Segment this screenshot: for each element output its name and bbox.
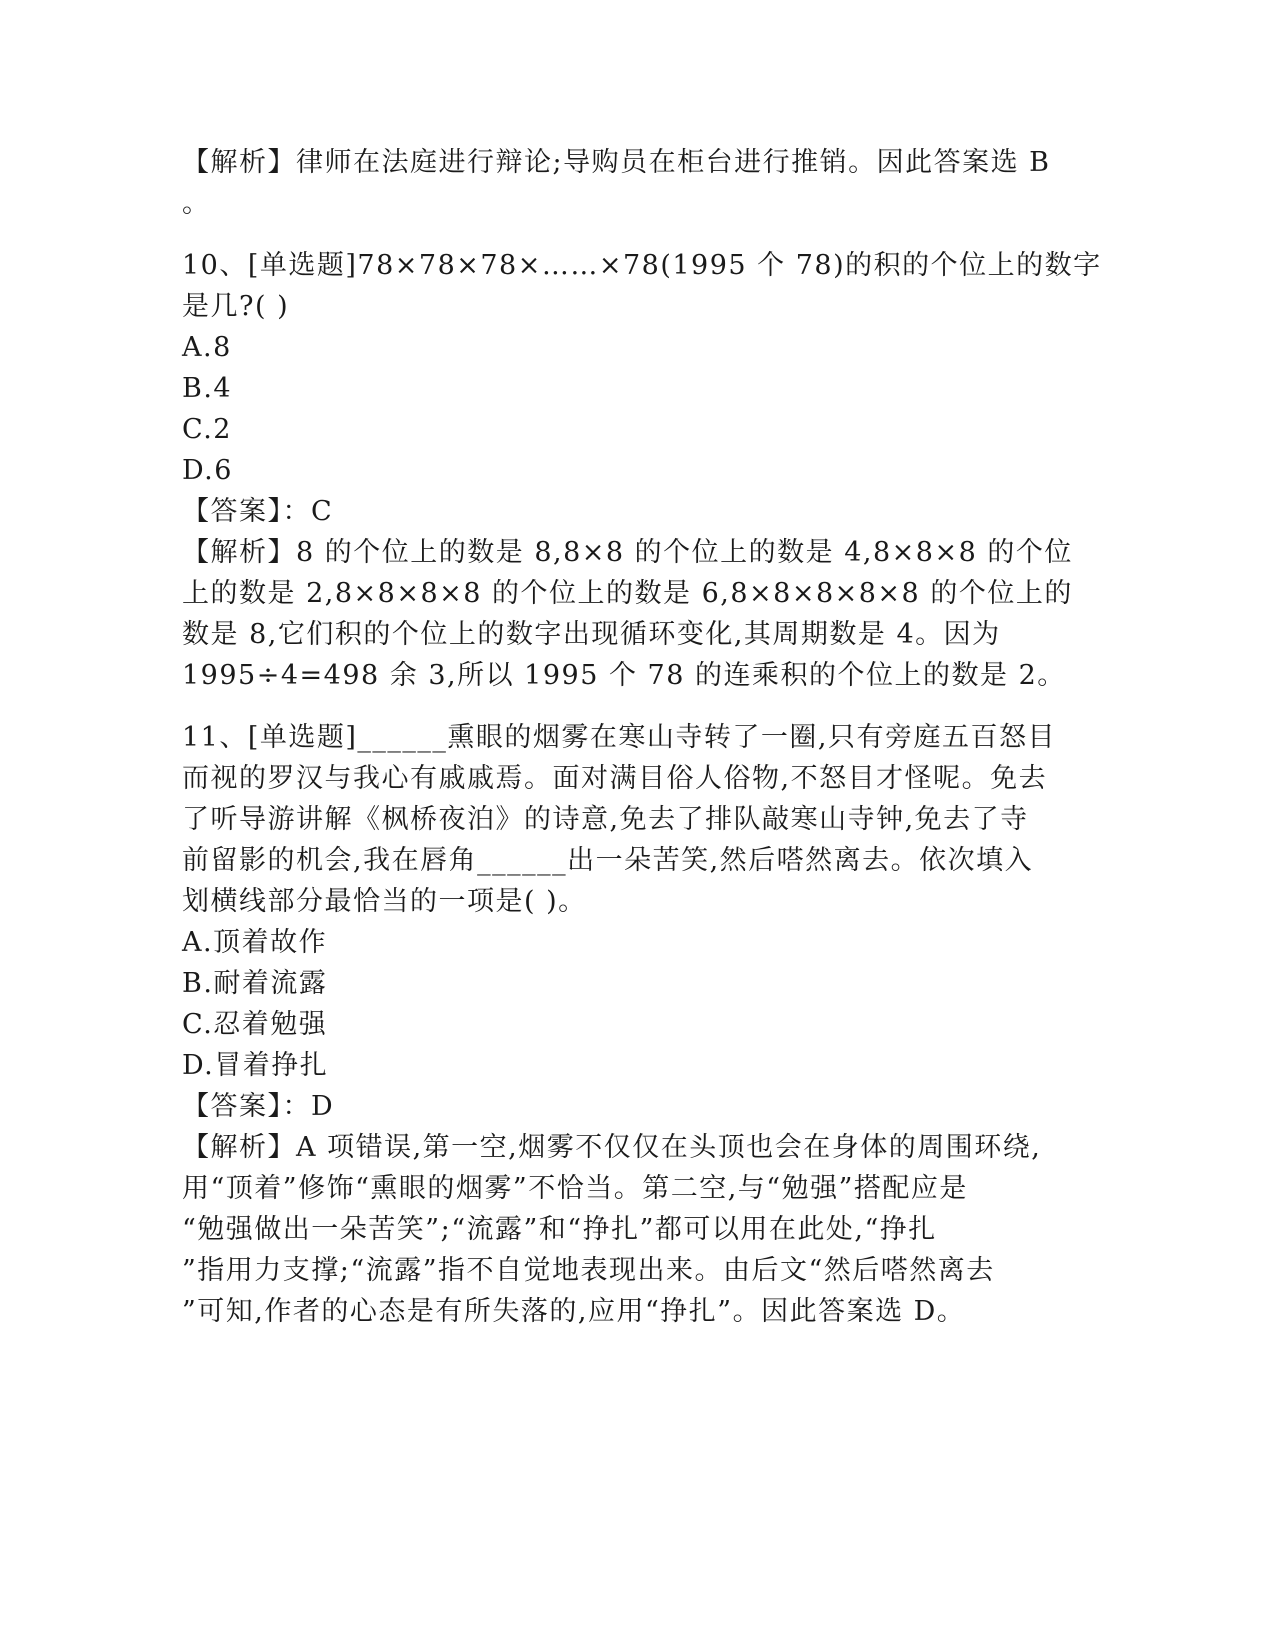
- document-page: [182, 142, 1102, 1332]
- q11-option-b: B.耐着流露: [182, 968, 328, 999]
- q9-explanation: [182, 142, 1082, 224]
- q11-option-a: A.顶着故作: [182, 927, 328, 958]
- q10-stem-line: 10、[单选题]78×78×78×……×78(1995 个 78)的积的个位上的数字: [182, 250, 1102, 281]
- q10-explanation-line: 上的数是 2,8×8×8×8 的个位上的数是 6,8×8×8×8×8 的个位上的: [182, 578, 1073, 609]
- q11-answer: 【答案】：D: [182, 1091, 335, 1122]
- q10-answer: 【答案】：C: [182, 496, 334, 527]
- question-11: [182, 717, 1082, 1332]
- q10-explanation-line: 1995÷4=498 余 3,所以 1995 个 78 的连乘积的个位上的数是 2。: [182, 660, 1066, 691]
- q11-explanation-line: “勉强做出一朵苦笑”;“流露”和“挣扎”都可以用在此处,“挣扎: [182, 1214, 937, 1245]
- q10-explanation-line: 数是 8,它们积的个位上的数字出现循环变化,其周期数是 4。因为: [182, 619, 1001, 650]
- q9-explanation-line: 【解析】律师在法庭进行辩论;导购员在柜台进行推销。因此答案选 B: [182, 147, 1051, 178]
- q9-explanation-line: 。: [182, 188, 211, 219]
- q10-option-b: B.4: [182, 373, 233, 404]
- q11-explanation-line: ”可知,作者的心态是有所失落的,应用“挣扎”。因此答案选 D。: [182, 1296, 966, 1327]
- q10-option-c: C.2: [182, 414, 232, 445]
- q10-option-a: A.8: [182, 332, 232, 363]
- q11-stem-line: 划横线部分最恰当的一项是( )。: [182, 886, 587, 917]
- q10-stem-line: 是几?( ): [182, 291, 290, 322]
- q11-option-d: D.冒着挣扎: [182, 1050, 329, 1081]
- q11-stem-line: 了听导游讲解《枫桥夜泊》的诗意,免去了排队敲寒山寺钟,免去了寺: [182, 804, 1029, 835]
- q10-option-d: D.6: [182, 455, 233, 486]
- q11-stem-line: 前留影的机会,我在唇角______出一朵苦笑,然后嗒然离去。依次填入: [182, 845, 1034, 876]
- q11-stem-line: 11、[单选题]______熏眼的烟雾在寒山寺转了一圈,只有旁庭五百怒目: [182, 722, 1057, 753]
- q11-explanation-line: 用“顶着”修饰“熏眼的烟雾”不恰当。第二空,与“勉强”搭配应是: [182, 1173, 968, 1204]
- q10-explanation-line: 【解析】8 的个位上的数是 8,8×8 的个位上的数是 4,8×8×8 的个位: [182, 537, 1073, 568]
- q11-explanation-line: 【解析】A 项错误,第一空,烟雾不仅仅在头顶也会在身体的周围环绕,: [182, 1132, 1042, 1163]
- question-10: [182, 245, 1102, 696]
- q11-explanation-line: ”指用力支撑;“流露”指不自觉地表现出来。由后文“然后嗒然离去: [182, 1255, 995, 1286]
- q11-option-c: C.忍着勉强: [182, 1009, 328, 1040]
- q11-stem-line: 而视的罗汉与我心有戚戚焉。面对满目俗人俗物,不怒目才怪呢。免去: [182, 763, 1048, 794]
